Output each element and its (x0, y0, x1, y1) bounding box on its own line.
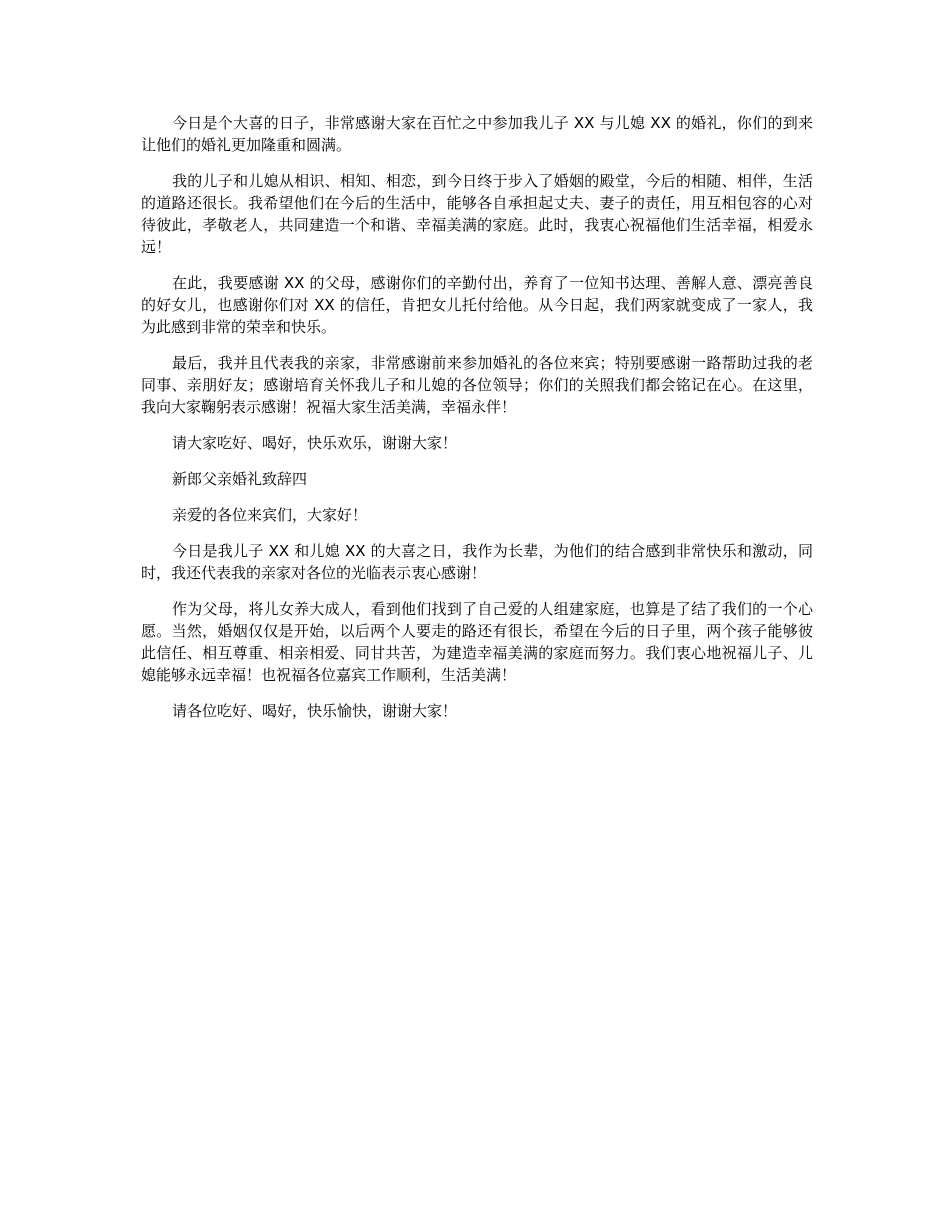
paragraph-thanks-guests: 最后，我并且代表我的亲家，非常感谢前来参加婚礼的各位来宾；特别要感谢一路帮助过我的老同事、亲朋好友；感谢培育关怀我儿子和儿媳的各位领导；你们的关照我们都会铭记在心。在这里，我向大家鞠躬表示感谢！祝福大家生活美满，幸福永伴！ (141, 354, 813, 416)
paragraph-thanks-parents: 在此，我要感谢 XX 的父母，感谢你们的辛勤付出，养育了一位知书达理、善解人意、漂亮善良的好女儿，也感谢你们对 XX 的信任，肯把女儿托付给他。从今日起，我们两家就变成了一家人，我为此感到非常的荣幸和快乐。 (141, 274, 813, 336)
paragraph-final: 请各位吃好、喝好，快乐愉快，谢谢大家！ (172, 702, 458, 720)
paragraph-greeting: 亲爱的各位来宾们，大家好！ (172, 506, 368, 524)
paragraph-opening-thanks: 今日是个大喜的日子，非常感谢大家在百忙之中参加我儿子 XX 与儿媳 XX 的婚礼，你们的到来让他们的婚礼更加隆重和圆满。 (141, 114, 813, 154)
paragraph-wishes: 我的儿子和儿媳从相识、相知、相恋，到今日终于步入了婚姻的殿堂，今后的相随、相伴，生活的道路还很长。我希望他们在今后的生活中，能够各自承担起丈夫、妻子的责任，用互相包容的心对待彼此，孝敬老人，共同建造一个和谐、幸福美满的家庭。此时，我衷心祝福他们生活幸福，相爱永远！ (141, 172, 813, 256)
paragraph-introduction: 今日是我儿子 XX 和儿媳 XX 的大喜之日，我作为长辈，为他们的结合感到非常快乐和激动，同时，我还代表我的亲家对各位的光临表示衷心感谢！ (141, 542, 813, 582)
document-page (141, 112, 813, 736)
section-heading: 新郎父亲婚礼致辞四 (172, 470, 308, 488)
paragraph-blessing: 作为父母，将儿女养大成人，看到他们找到了自己爱的人组建家庭，也算是了结了我们的一个心愿。当然，婚姻仅仅是开始，以后两个人要走的路还有很长，希望在今后的日子里，两个孩子能够彼此信任、相互尊重、相亲相爱、同甘共苦，为建造幸福美满的家庭而努力。我们衷心地祝福儿子、儿媳能够永远幸福！也祝福各位嘉宾工作顺利，生活美满！ (141, 600, 813, 684)
paragraph-closing: 请大家吃好、喝好，快乐欢乐，谢谢大家！ (172, 434, 458, 452)
